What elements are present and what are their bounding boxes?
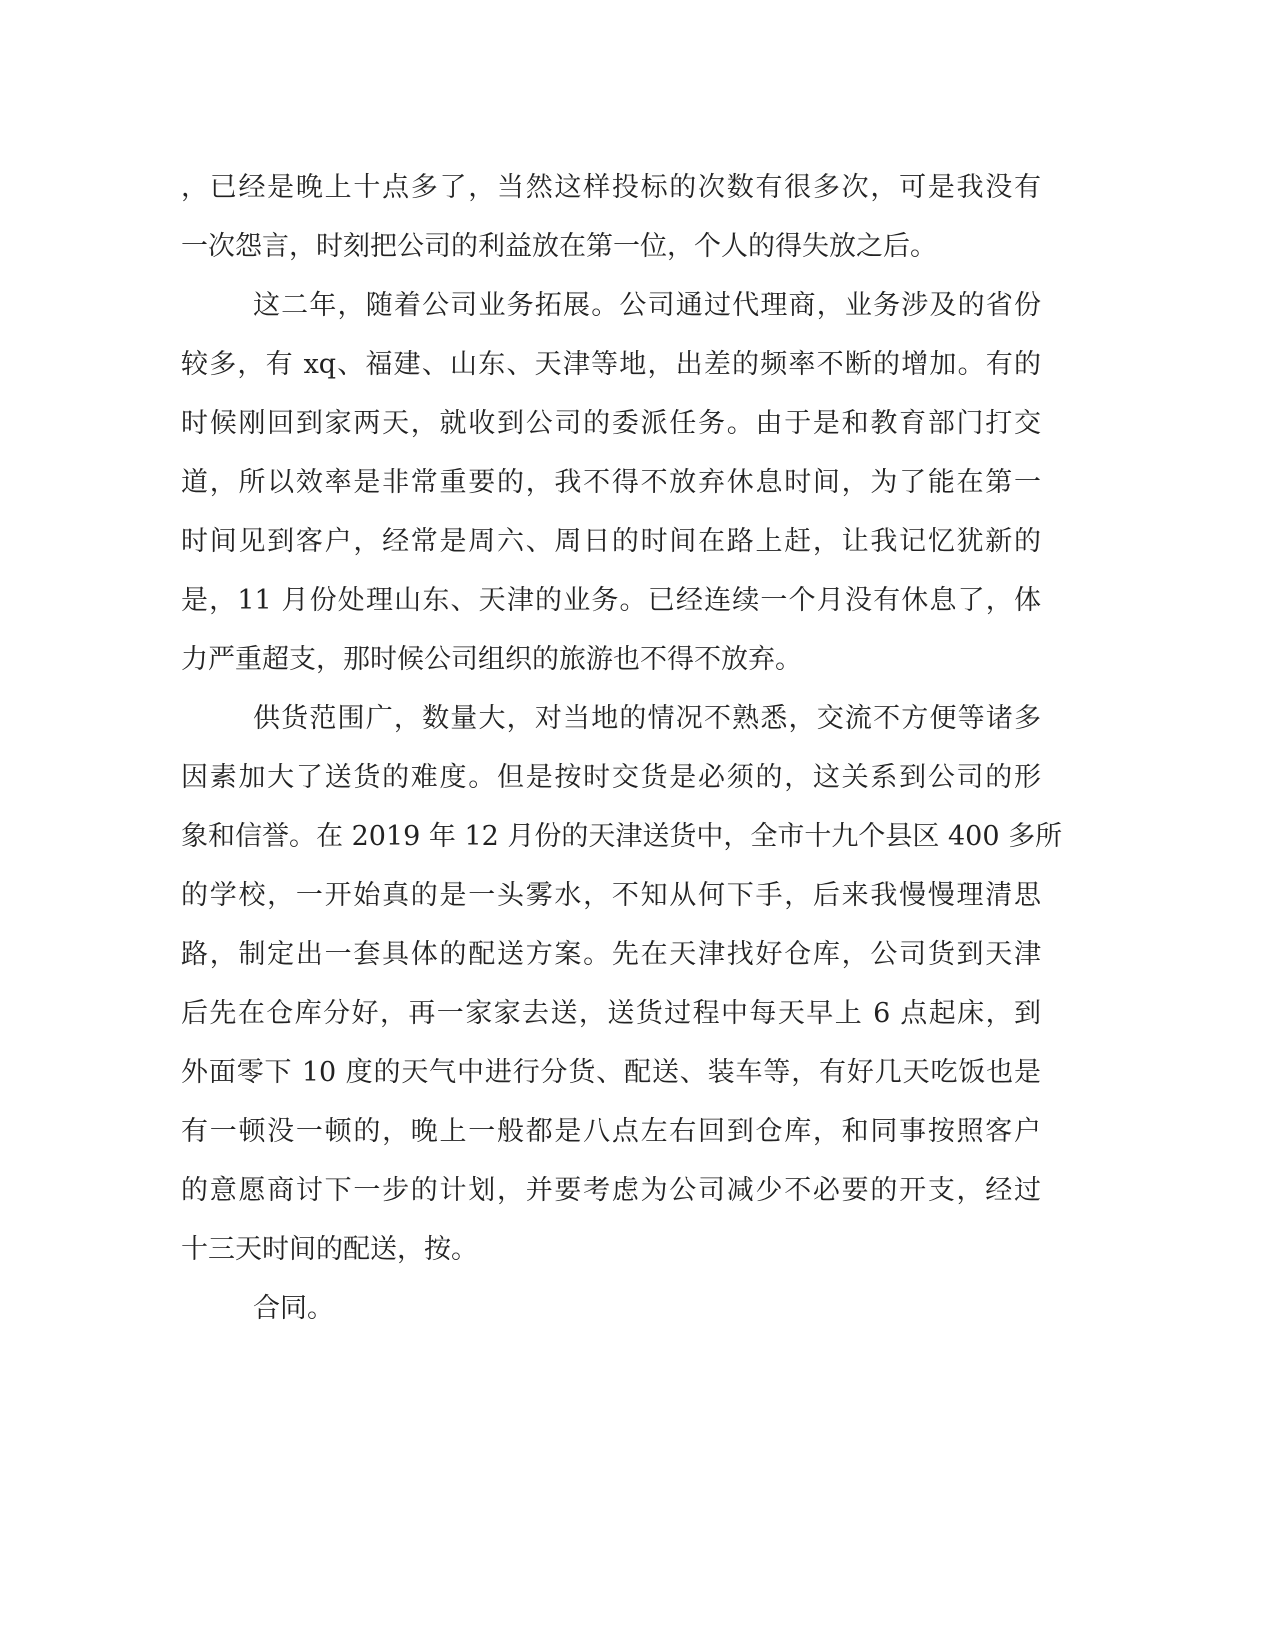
text-line: 较多，有 xq、福建、山东、天津等地，出差的频率不断的增加。有的 — [181, 349, 1041, 380]
text-line: ，已经是晚上十点多了，当然这样投标的次数有很多次，可是我没有 — [181, 172, 1041, 203]
text-line: 路，制定出一套具体的配送方案。先在天津找好仓库，公司货到天津 — [181, 939, 1041, 970]
text-line: 象和信誉。在 2019 年 12 月份的天津送货中，全市十九个县区 400 多所 — [181, 821, 1063, 852]
text-line: 时候刚回到家两天，就收到公司的委派任务。由于是和教育部门打交 — [181, 408, 1041, 439]
text-line: 供货范围广，数量大，对当地的情况不熟悉，交流不方便等诸多 — [253, 703, 1041, 734]
text-line: 因素加大了送货的难度。但是按时交货是必须的，这关系到公司的形 — [181, 762, 1041, 793]
text-line: 十三天时间的配送，按。 — [181, 1234, 478, 1265]
text-line: 力严重超支，那时候公司组织的旅游也不得不放弃。 — [181, 644, 802, 675]
text-line: 外面零下 10 度的天气中进行分货、配送、装车等，有好几天吃饭也是 — [181, 1057, 1041, 1088]
text-line: 时间见到客户，经常是周六、周日的时间在路上赶，让我记忆犹新的 — [181, 526, 1041, 557]
text-line: 道，所以效率是非常重要的，我不得不放弃休息时间，为了能在第一 — [181, 467, 1041, 498]
text-line: 有一顿没一顿的，晚上一般都是八点左右回到仓库，和同事按照客户 — [181, 1116, 1041, 1147]
text-line: 合同。 — [253, 1293, 334, 1324]
text-line: 的意愿商讨下一步的计划，并要考虑为公司减少不必要的开支，经过 — [181, 1175, 1041, 1206]
text-line: 一次怨言，时刻把公司的利益放在第一位，个人的得失放之后。 — [181, 231, 937, 262]
text-line: 是，11 月份处理山东、天津的业务。已经连续一个月没有休息了，体 — [181, 585, 1041, 616]
text-line: 这二年，随着公司业务拓展。公司通过代理商，业务涉及的省份 — [253, 290, 1041, 321]
text-line: 后先在仓库分好，再一家家去送，送货过程中每天早上 6 点起床，到 — [181, 998, 1041, 1029]
text-line: 的学校，一开始真的是一头雾水，不知从何下手，后来我慢慢理清思 — [181, 880, 1041, 911]
document-body — [181, 158, 1063, 1338]
